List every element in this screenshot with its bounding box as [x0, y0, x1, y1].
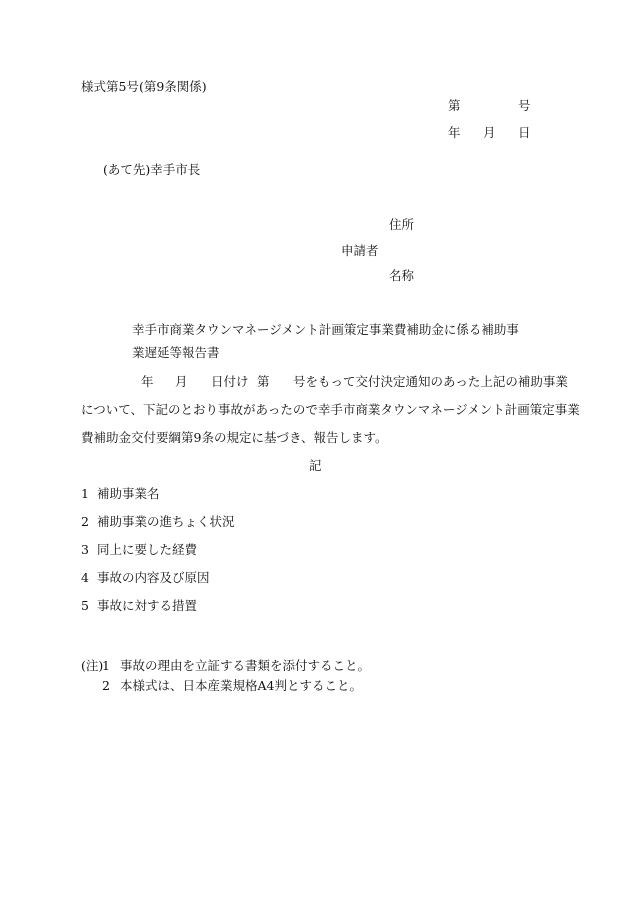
body-dai: 第 — [257, 374, 270, 389]
applicant-label: 申請者 — [341, 243, 379, 258]
notes-prefix: (注) — [81, 658, 104, 673]
note-number: 1 — [102, 658, 110, 673]
address-label: 住所 — [389, 217, 415, 232]
item-number: 3 — [81, 542, 89, 557]
body-month: 月 — [175, 374, 188, 389]
body-year: 年 — [141, 374, 154, 389]
doc-number-prefix: 第 — [448, 98, 461, 113]
date-month: 月 — [483, 125, 496, 140]
body-day: 日付け — [211, 374, 249, 389]
body-line3: 費補助金交付要綱第9条の規定に基づき、報告します。 — [81, 430, 388, 445]
date-day: 日 — [518, 125, 531, 140]
ki-heading: 記 — [309, 458, 322, 473]
document-title-line2: 業遅延等報告書 — [132, 345, 220, 360]
item-label: 補助事業の進ちょく状況 — [97, 514, 235, 529]
item-label: 同上に要した経費 — [97, 542, 198, 557]
item-label: 事故の内容及び原因 — [97, 570, 210, 585]
doc-number-suffix: 号 — [518, 98, 531, 113]
note-number: 2 — [102, 678, 110, 693]
date-year: 年 — [448, 125, 461, 140]
item-label: 事故に対する措置 — [97, 598, 198, 613]
note-text: 本様式は、日本産業規格A4判とすること。 — [120, 678, 362, 693]
body-line1-rest: 号をもって交付決定通知のあった上記の補助事業 — [293, 374, 568, 389]
item-number: 5 — [81, 598, 89, 613]
item-label: 補助事業名 — [97, 486, 160, 501]
body-line2: について、下記のとおり事故があったので幸手市商業タウンマネージメント計画策定事業 — [81, 402, 580, 417]
document-title-line1: 幸手市商業タウンマネージメント計画策定事業費補助金に係る補助事 — [132, 322, 519, 337]
form-number: 様式第5号(第9条関係) — [81, 79, 207, 94]
name-label: 名称 — [389, 268, 415, 283]
item-number: 4 — [81, 570, 89, 585]
addressee: (あて先)幸手市長 — [103, 162, 201, 177]
item-number: 2 — [81, 514, 89, 529]
note-text: 事故の理由を立証する書類を添付すること。 — [120, 658, 371, 673]
item-number: 1 — [81, 486, 89, 501]
